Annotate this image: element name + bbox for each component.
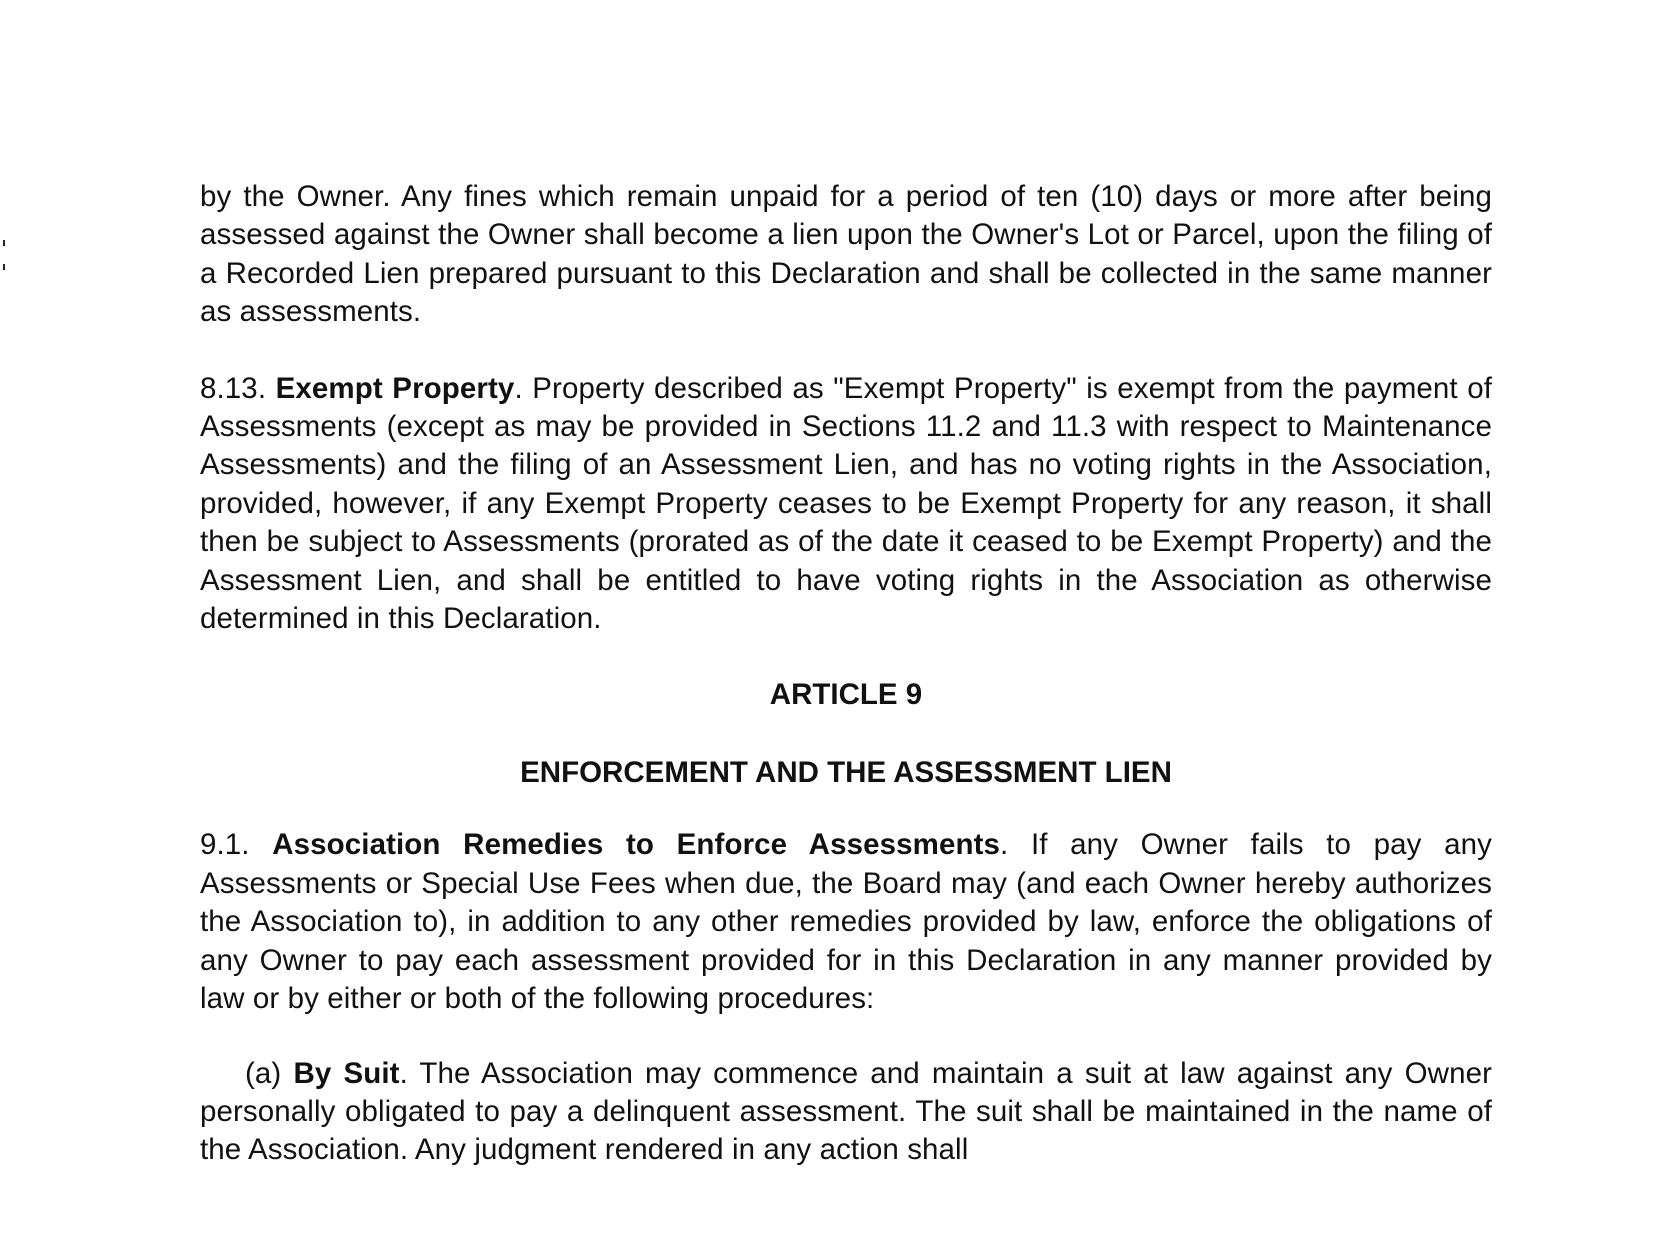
- subsection-body: The Association may commence and maintain a suit at law against any Owner personally obligated to pay a delinquent assessment. The suit shall be maintained in the name of the Association. Any judgment rendered in any action shall: [200, 1056, 1493, 1167]
- margin-mark: [3, 264, 5, 270]
- text-column: [200, 178, 1492, 1170]
- paragraph-8-13: 8.13. Exempt Property. Property described as "Exempt Property" is exempt from the payment of Assessments (except as may be provided in Sections 11.2 and 11.3 with respect to Maintenance Assessments) and the filing of an Assessment Lien, and has no voting rights in the Association, provided, however, if any Exempt Property ceases to be Exempt Property for any reason, it shall then be subject to Assessments (prorated as of the date it ceased to be Exempt Property) and the Assessment Lien, and shall be entitled to have voting rights in the Association as otherwise determined in this Declaration.: [200, 371, 1493, 636]
- article-title: ENFORCEMENT AND THE ASSESSMENT LIEN: [520, 756, 1172, 790]
- article-heading: ARTICLE 9: [769, 678, 923, 712]
- paragraph-9-1-a: (a) By Suit. The Association may commence and maintain a suit at law against any Owner personally obligated to pay a delinquent assessment. The suit shall be maintained in the name of the Association. Any judgment rendered in any action shall: [200, 1056, 1493, 1167]
- section-title: Association Remedies to Enforce Assessments: [272, 828, 1001, 862]
- section-body: Property described as "Exempt Property" is exempt from the payment of Assessments (except as may be provided in Sections 11.2 and 11.3 with respect to Maintenance Assessments) and the filing of an Assessment Lien, and has no voting rights in the Association, provided, however, if any Exempt Property ceases to be Exempt Property for any reason, it shall then be subject to Assessments (prorated as of the date it ceased to be Exempt Property) and the Assessment Lien, and shall be entitled to have voting rights in the Association as otherwise determined in this Declaration.: [200, 371, 1493, 636]
- section-number: 8.13.: [200, 371, 267, 405]
- paragraph-8-12-continued: by the Owner. Any fines which remain unpaid for a period of ten (10) days or more after being assessed against the Owner shall become a lien upon the Owner's Lot or Parcel, upon the filing of a Recorded Lien prepared pursuant to this Declaration and shall be collected in the same manner as assessments.: [200, 180, 1492, 329]
- paragraph-9-1: 9.1. Association Remedies to Enforce Assessments. If any Owner fails to pay any Assessments or Special Use Fees when due, the Board may (and each Owner hereby authorizes the Association to), in addition to any other remedies provided by law, enforce the obligations of any Owner to pay each assessment provided for in this Declaration in any manner provided by law or by either or both of the following procedures:: [200, 828, 1492, 1016]
- subsection-number: (a): [245, 1056, 282, 1090]
- subsection-title: By Suit: [293, 1056, 400, 1090]
- section-title: Exempt Property: [275, 371, 515, 405]
- section-body: If any Owner fails to pay any Assessments or Special Use Fees when due, the Board may (and each Owner hereby authorizes the Association to), in addition to any other remedies provided by law, enforce the obligations of any Owner to pay each assessment provided for in this Declaration in any manner provided by law or by either or both of the following procedures:: [200, 828, 1492, 1016]
- margin-mark: [3, 240, 5, 246]
- section-number: 9.1.: [200, 828, 250, 862]
